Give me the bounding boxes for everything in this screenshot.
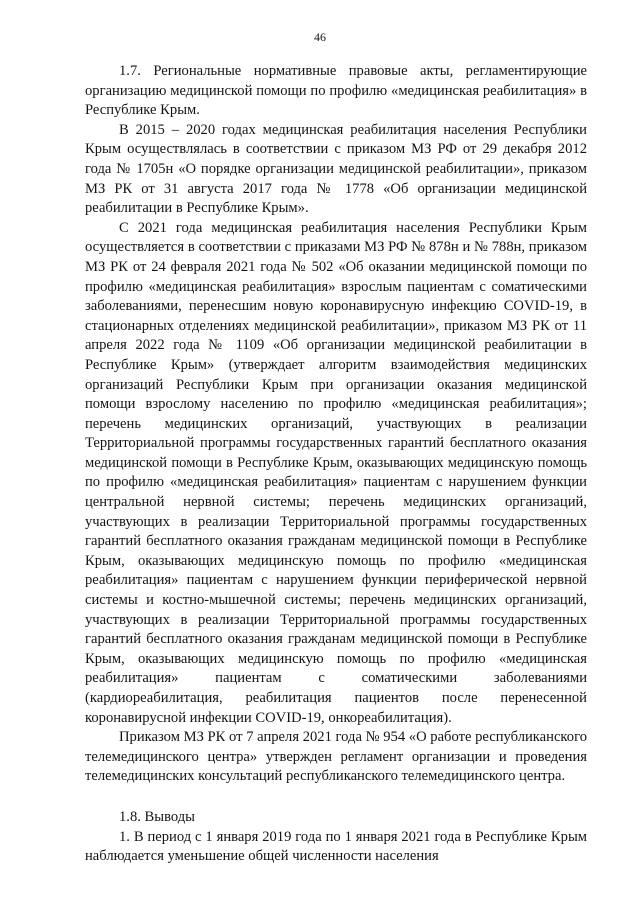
paragraph-since-2021: С 2021 года медицинская реабилитация населения Республики Крым осуществляется в соответствии с приказами МЗ РФ № 878н и № 788н, приказом МЗ РК от 24 февраля 2021 года № 502 «Об оказании медицинской помощи по профилю «медицинская реабилитация» взрослым пациентам с соматическими заболеваниями, перенесшим новую коронавирусную инфекцию COVID-19, в стационарных отделениях медицинской реабилитации», приказом МЗ РК от 11 апреля 2022 года № 1109 «Об организации медицинской реабилитации в Республике Крым» (утверждает алгоритм взаимодействия медицинских организаций Республики Крым при организации оказания медицинской помощи взрослому населению по профилю «медицинская реабилитация»; перечень медицинских организаций, участвующих в реализации Территориальной программы государственных гарантий бесплатного оказания медицинской помощи в Республике Крым, оказывающих медицинскую помощь по профилю «медицинская реабилитация» пациентам с нарушением функции центральной нервной системы; перечень медицинских организаций, участвующих в реализации Территориальной программы государственных гарантий бесплатного оказания гражданам медицинской помощи в Республике Крым, оказывающих медицинскую помощь по профилю «медицинская реабилитация» пациентам с нарушением функции периферической нервной системы и костно-мышечной системы; перечень медицинских организаций, участвующих в реализации Территориальной программы государственных гарантий бесплатного оказания гражданам медицинской помощи в Республике Крым, оказывающих медицинскую помощь по профилю «медицинская реабилитация» пациентам с соматическими заболеваниями (кардиореабилитация, реабилитация пациентов после перенесенной коронавирусной инфекции COVID-19, онкореабилитация). <box>85 219 587 726</box>
page-number: 46 <box>314 30 326 44</box>
paragraph-2015-2020: В 2015 – 2020 годах медицинская реабилитация населения Республики Крым осуществлялась в соответствии с приказом МЗ РФ от 29 декабря 2012 года № 1705н «О порядке организации медицинской реабилитации», приказом МЗ РК от 31 августа 2017 года № 1778 «Об организации медицинской реабилитации в Республике Крым». <box>85 121 587 217</box>
paragraph-telemedicine: Приказом МЗ РК от 7 апреля 2021 года № 954 «О работе республиканского телемедицинского центра» утвержден регламент организации и проведения телемедицинских консультаций республиканского телемедицинского центра. <box>85 729 587 785</box>
page-body <box>85 62 587 867</box>
section-heading-1-7: 1.7. Региональные нормативные правовые акты, регламентирующие организацию медицинской помощи по профилю «медицинская реабилитация» в Республике Крым. <box>85 63 587 119</box>
section-spacer <box>85 787 587 808</box>
section-heading-1-8: 1.8. Выводы <box>119 808 195 825</box>
conclusion-paragraph-1: 1. В период с 1 января 2019 года по 1 января 2021 года в Республике Крым наблюдается уменьшение общей численности населения <box>85 828 587 865</box>
